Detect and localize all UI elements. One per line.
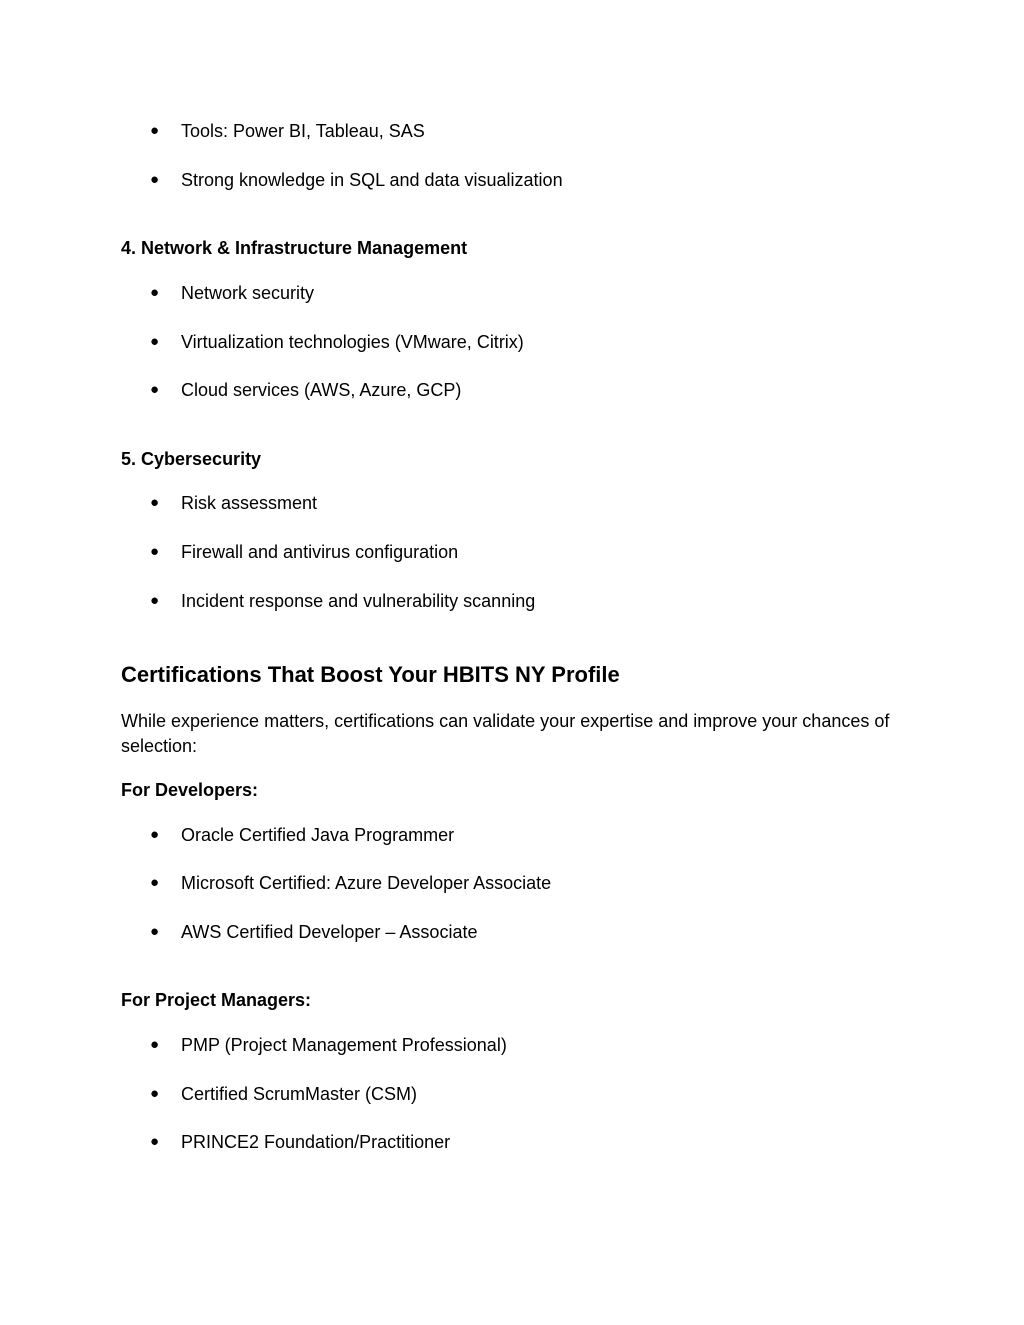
bullet-icon: ●: [150, 1133, 160, 1150]
bullet-icon: ●: [150, 923, 160, 940]
list-item-text: Tools: Power BI, Tableau, SAS: [181, 121, 425, 141]
list-item-text: Strong knowledge in SQL and data visualization: [181, 170, 563, 190]
bullet-icon: ●: [150, 494, 160, 511]
list-item-text: Network security: [181, 283, 315, 303]
bullet-icon: ●: [150, 333, 160, 350]
bullet-icon: ●: [150, 592, 160, 609]
list-item-text: Incident response and vulnerability scanning: [181, 591, 536, 611]
bullet-icon: ●: [150, 543, 160, 560]
bullet-icon: ●: [150, 826, 160, 843]
section-heading-network: 4. Network & Infrastructure Management: [121, 238, 468, 258]
list-item-text: Virtualization technologies (VMware, Citrix): [181, 332, 524, 352]
list-item-text: Risk assessment: [181, 493, 318, 513]
bullet-icon: ●: [150, 284, 160, 301]
bullet-icon: ●: [150, 874, 160, 891]
project-managers-heading: For Project Managers:: [121, 990, 312, 1010]
developers-heading: For Developers:: [121, 780, 259, 800]
list-item-text: Firewall and antivirus configuration: [181, 542, 459, 562]
list-item-text: Certified ScrumMaster (CSM): [181, 1084, 418, 1104]
section-heading-cybersecurity: 5. Cybersecurity: [121, 449, 262, 469]
list-item-text: PRINCE2 Foundation/Practitioner: [181, 1132, 451, 1152]
certifications-heading: Certifications That Boost Your HBITS NY Profile: [121, 662, 620, 687]
list-item-text: Microsoft Certified: Azure Developer Associate: [181, 873, 552, 893]
bullet-icon: ●: [150, 1085, 160, 1102]
list-item-text: Cloud services (AWS, Azure, GCP): [181, 380, 462, 400]
bullet-icon: ●: [150, 381, 160, 398]
list-item-text: PMP (Project Management Professional): [181, 1035, 507, 1055]
bullet-icon: ●: [150, 1036, 160, 1053]
bullet-icon: ●: [150, 171, 160, 188]
list-item-text: Oracle Certified Java Programmer: [181, 825, 455, 845]
bullet-icon: ●: [150, 122, 160, 139]
list-item-text: AWS Certified Developer – Associate: [181, 922, 478, 942]
certifications-intro: While experience matters, certifications can validate your expertise and improve your chances of selection:: [121, 711, 890, 756]
